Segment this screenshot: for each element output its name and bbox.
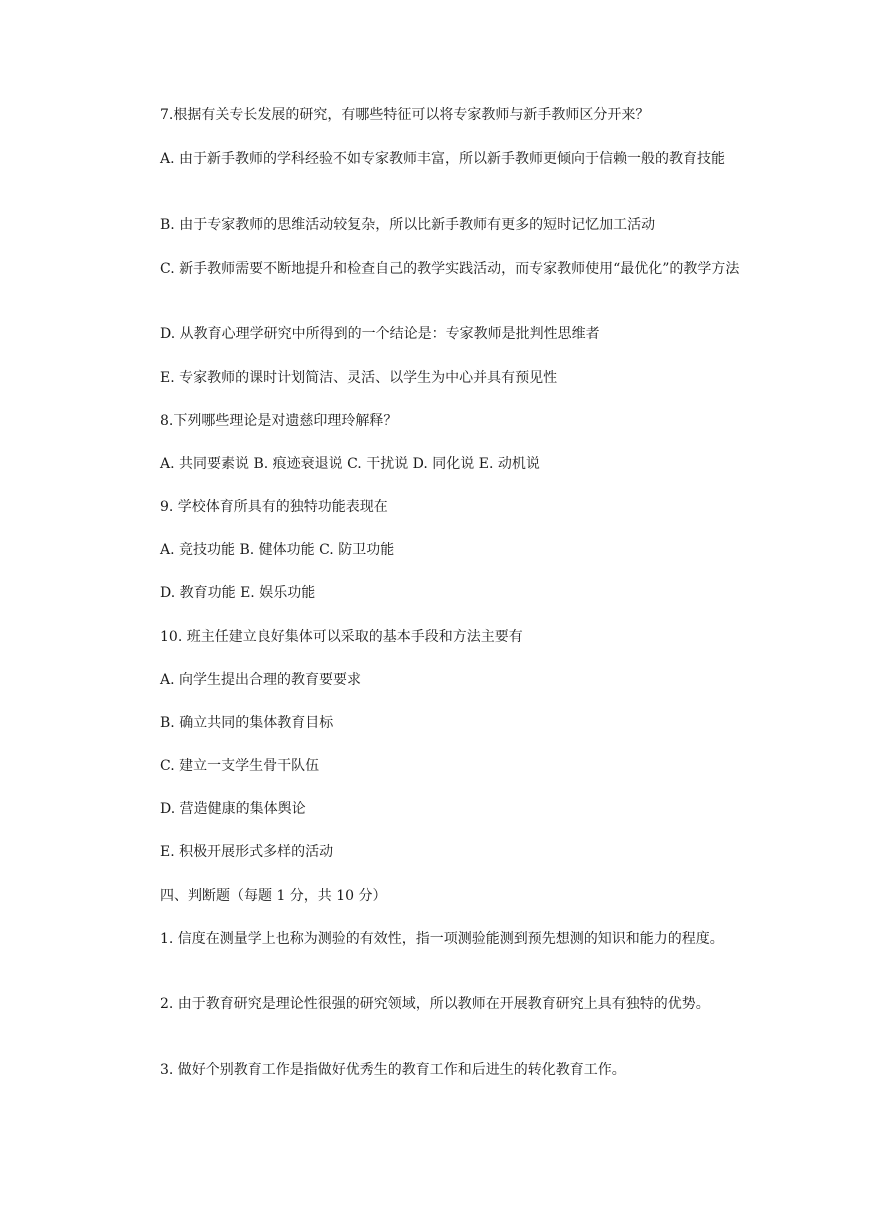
question-10-option-a: A. 向学生提出合理的教育要要求 [160,672,362,688]
question-10-option-e: E. 积极开展形式多样的活动 [160,844,334,860]
true-false-item-3: 3. 做好个别教育工作是指做好优秀生的教育工作和后进生的转化教育工作。 [160,1062,626,1078]
question-8: 8.下列哪些理论是对遗慈印理玲解释？ [160,413,398,429]
question-10-option-d: D. 营造健康的集体舆论 [160,801,306,817]
true-false-item-1: 1. 信度在测量学上也称为测验的有效性，指一项测验能测到预先想测的知识和能力的程度。 [160,931,724,947]
section-heading-true-false: 四、判断题（每题 1 分，共 10 分） [160,888,387,904]
question-9: 9. 学校体育所具有的独特功能表现在 [160,499,388,515]
question-9-options-abc: A. 竞技功能 B. 健体功能 C. 防卫功能 [160,542,395,558]
question-7-option-e: E. 专家教师的课时计划简洁、灵活、以学生为中心并具有预见性 [160,370,558,386]
question-9-options-de: D. 教育功能 E. 娱乐功能 [160,585,316,601]
question-8-options: A. 共同要素说 B. 痕迹衰退说 C. 干扰说 D. 同化说 E. 动机说 [160,456,540,472]
question-10-option-b: B. 确立共同的集体教育目标 [160,715,334,731]
question-7-option-c: C. 新手教师需要不断地提升和检查自己的教学实践活动，而专家教师使用“最优化”的教学方法 [160,261,740,277]
true-false-item-2: 2. 由于教育研究是理论性很强的研究领域，所以教师在开展教育研究上具有独特的优势。 [160,996,710,1012]
question-7-option-d: D. 从教育心理学研究中所得到的一个结论是：专家教师是批判性思维者 [160,326,600,342]
question-7-option-a: A. 由于新手教师的学科经验不如专家教师丰富，所以新手教师更倾向于信赖一般的教育技能 [160,151,726,167]
question-10: 10. 班主任建立良好集体可以采取的基本手段和方法主要有 [160,629,523,645]
question-10-option-c: C. 建立一支学生骨干队伍 [160,758,320,774]
question-7-option-b: B. 由于专家教师的思维活动较复杂，所以比新手教师有更多的短时记忆加工活动 [160,217,656,233]
question-7: 7.根据有关专长发展的研究，有哪些特征可以将专家教师与新手教师区分开来？ [160,107,650,123]
